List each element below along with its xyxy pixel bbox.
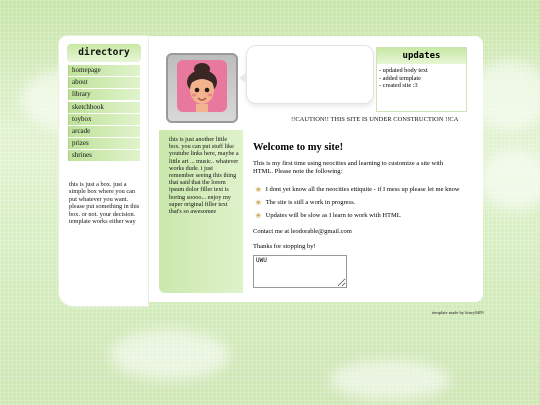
sidebar [59,36,148,306]
sidebar-note: this is just a box. just a simple box where you can put whatever you want. please put something in this box. or not. your decision. template works either way [69,181,140,226]
message-textarea[interactable] [253,255,347,288]
nav-list [68,65,140,163]
contact-text: Contact me at leodorable@gmail.com [253,228,352,235]
site-frame [59,36,483,304]
side-note-box [159,130,243,293]
avatar-frame [166,53,238,123]
sidebar-item-library[interactable]: library [68,89,140,100]
star-icon: ✬ [255,198,262,207]
content-area [253,142,475,250]
star-icon: ✬ [255,211,262,220]
sidebar-title: directory [67,44,141,62]
sidebar-item-prizes[interactable]: prizes [68,138,140,149]
list-item [255,211,475,220]
update-item: - created site :3 [379,82,418,89]
list-item [255,185,475,194]
main-panel [149,36,483,302]
sidebar-item-arcade[interactable]: arcade [68,126,140,137]
construction-marquee: !!CAUTION!! THIS SITE IS UNDER CONSTRUCTION !!CA [291,116,459,123]
update-item: - added template [379,74,421,82]
template-credit: template made by binry0409 [432,310,484,315]
sidebar-item-shrines[interactable]: shrines [68,150,140,161]
avatar [177,60,227,112]
list-item-text: Updates will be slow as I learn to work with HTML [265,212,401,219]
updates-box [376,47,467,112]
list-item-text: I dont yet know all the neocities ettiquite - if I mess up please let me know [265,186,460,193]
speech-bubble [246,45,374,104]
update-item: - updated body text [379,67,428,74]
list-item [255,198,475,207]
updates-list [379,67,466,90]
sidebar-item-toybox[interactable]: toybox [68,114,140,125]
page-title: Welcome to my site! [253,142,344,153]
intro-text: This is my first time using neocities and learning to customize a site with HTML. Please note the following: [253,160,444,175]
updates-title: updates [377,48,466,64]
side-note-text: this is just another little box. you can put stuff like youtube links here, maybe a little art ... music.. whatever works dude. i just remember seeing this thing that said that the lorem ipsum dolor filler text is boring soooo... enjoy my super original filler text that's so awesomee [169,136,239,216]
thanks-text: Thanks for stopping by! [253,243,316,250]
speech-bubble-tail [239,72,247,84]
avatar-face-icon [177,60,227,112]
sidebar-item-about[interactable]: about [68,77,140,88]
sidebar-item-sketchbook[interactable]: sketchbook [68,102,140,113]
sidebar-item-homepage[interactable]: homepage [68,65,140,76]
list-item-text: The site is still a work in progress. [265,199,356,206]
star-icon: ✬ [255,185,262,194]
